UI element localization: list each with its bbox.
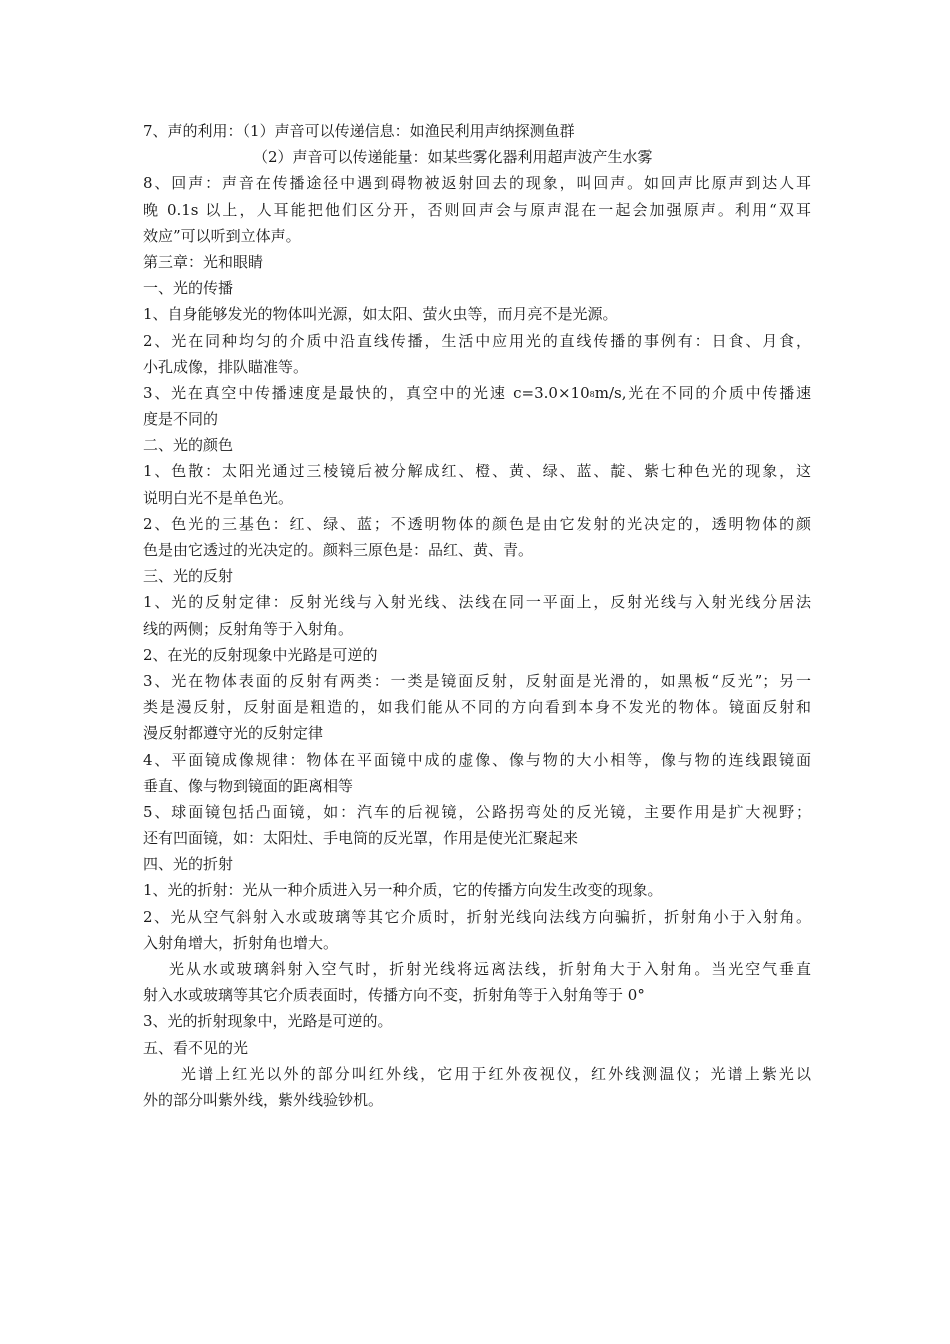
section-heading: 四、光的折射 (143, 855, 234, 874)
text-line: 度是不同的 (143, 410, 219, 429)
text-line: 2、光从空气斜射入水或玻璃等其它介质时，折射光线向法线方向骗折，折射角小于入射角。 (143, 907, 811, 926)
text-line: 8、回声：声音在传播途径中遇到碍物被返射回去的现象，叫回声。如回声比原声到达人耳 (143, 174, 811, 193)
text-line: 垂直、像与物到镜面的距离相等 (143, 776, 354, 795)
text-line: 光谱上红光以外的部分叫红外线，它用于红外夜视仪，红外线测温仪；光谱上紫光以 (181, 1064, 811, 1083)
text-line: 小孔成像，排队瞄准等。 (143, 357, 309, 376)
text-line: 射入水或玻璃等其它介质表面时，传播方向不变，折射角等于入射角等于 0° (143, 986, 645, 1005)
text-line: 1、色散：太阳光通过三棱镜后被分解成红、橙、黄、绿、蓝、靛、紫七种色光的现象，这 (143, 462, 811, 481)
text-line (143, 380, 811, 406)
text-line: 5、球面镜包括凸面镜，如：汽车的后视镜，公路拐弯处的反光镜，主要作用是扩大视野； (143, 802, 811, 821)
superscript: 8 (589, 389, 595, 399)
text-line: 4、平面镜成像规律：物体在平面镜中成的虚像、像与物的大小相等，像与物的连线跟镜面 (143, 750, 811, 769)
text-segment: 3、光在真空中传播速度是最快的，真空中的光速 c=3.0×10 (143, 383, 590, 402)
section-heading: 三、光的反射 (143, 567, 234, 586)
text-line: 2、在光的反射现象中光路是可逆的 (143, 645, 378, 664)
text-line: 色是由它透过的光决定的。颜料三原色是：品红、黄、青。 (143, 541, 534, 559)
text-line: 效应”可以听到立体声。 (143, 226, 301, 245)
text-line: 入射角增大，折射角也增大。 (143, 933, 339, 952)
text-line: 3、光的折射现象中，光路是可逆的。 (143, 1012, 393, 1031)
text-line: 说明白光不是单色光。 (143, 488, 294, 507)
text-line: 线的两侧；反射角等于入射角。 (143, 619, 354, 638)
text-line: 1、光的反射定律：反射光线与入射光线、法线在同一平面上，反射光线与入射光线分居法 (143, 593, 811, 612)
chapter-heading: 第三章：光和眼睛 (143, 252, 264, 271)
text-line: 晚 0.1s 以上，人耳能把他们区分开，否则回声会与原声混在一起会加强原声。利用“双耳 (143, 200, 811, 219)
text-line: 光从水或玻璃斜射入空气时，折射光线将远离法线，折射角大于入射角。当光空气垂直 (169, 960, 811, 978)
text-line: 3、光在物体表面的反射有两类：一类是镜面反射，反射面是光滑的，如黑板“反光”；另一 (143, 671, 811, 690)
text-line: 1、自身能够发光的物体叫光源，如太阳、萤火虫等，而月亮不是光源。 (143, 305, 618, 324)
section-heading: 二、光的颜色 (143, 436, 234, 455)
text-line: 还有凹面镜，如：太阳灶、手电筒的反光罩，作用是使光汇聚起来 (143, 829, 579, 848)
text-line: 2、光在同种均匀的介质中沿直线传播，生活中应用光的直线传播的事例有：日食、月食， (143, 331, 811, 350)
text-line: 2、色光的三基色：红、绿、蓝；不透明物体的颜色是由它发射的光决定的，透明物体的颜 (143, 514, 811, 533)
text-line: 漫反射都遵守光的反射定律 (143, 724, 324, 743)
text-line: （2）声音可以传递能量：如某些雾化器利用超声波产生水雾 (253, 148, 653, 167)
document-body (143, 118, 811, 1113)
text-segment: m/s,光在不同的介质中传播速 (594, 383, 811, 402)
text-line: 1、光的折射：光从一种介质进入另一种介质，它的传播方向发生改变的现象。 (143, 881, 663, 900)
text-line: 类是漫反射，反射面是粗造的，如我们能从不同的方向看到本身不发光的物体。镜面反射和 (143, 698, 811, 717)
text-line: 7、声的利用：（1）声音可以传递信息：如渔民利用声纳探测鱼群 (143, 122, 575, 140)
section-heading: 一、光的传播 (143, 279, 234, 298)
section-heading: 五、看不见的光 (143, 1038, 249, 1057)
text-line: 外的部分叫紫外线，紫外线验钞机。 (143, 1090, 384, 1109)
